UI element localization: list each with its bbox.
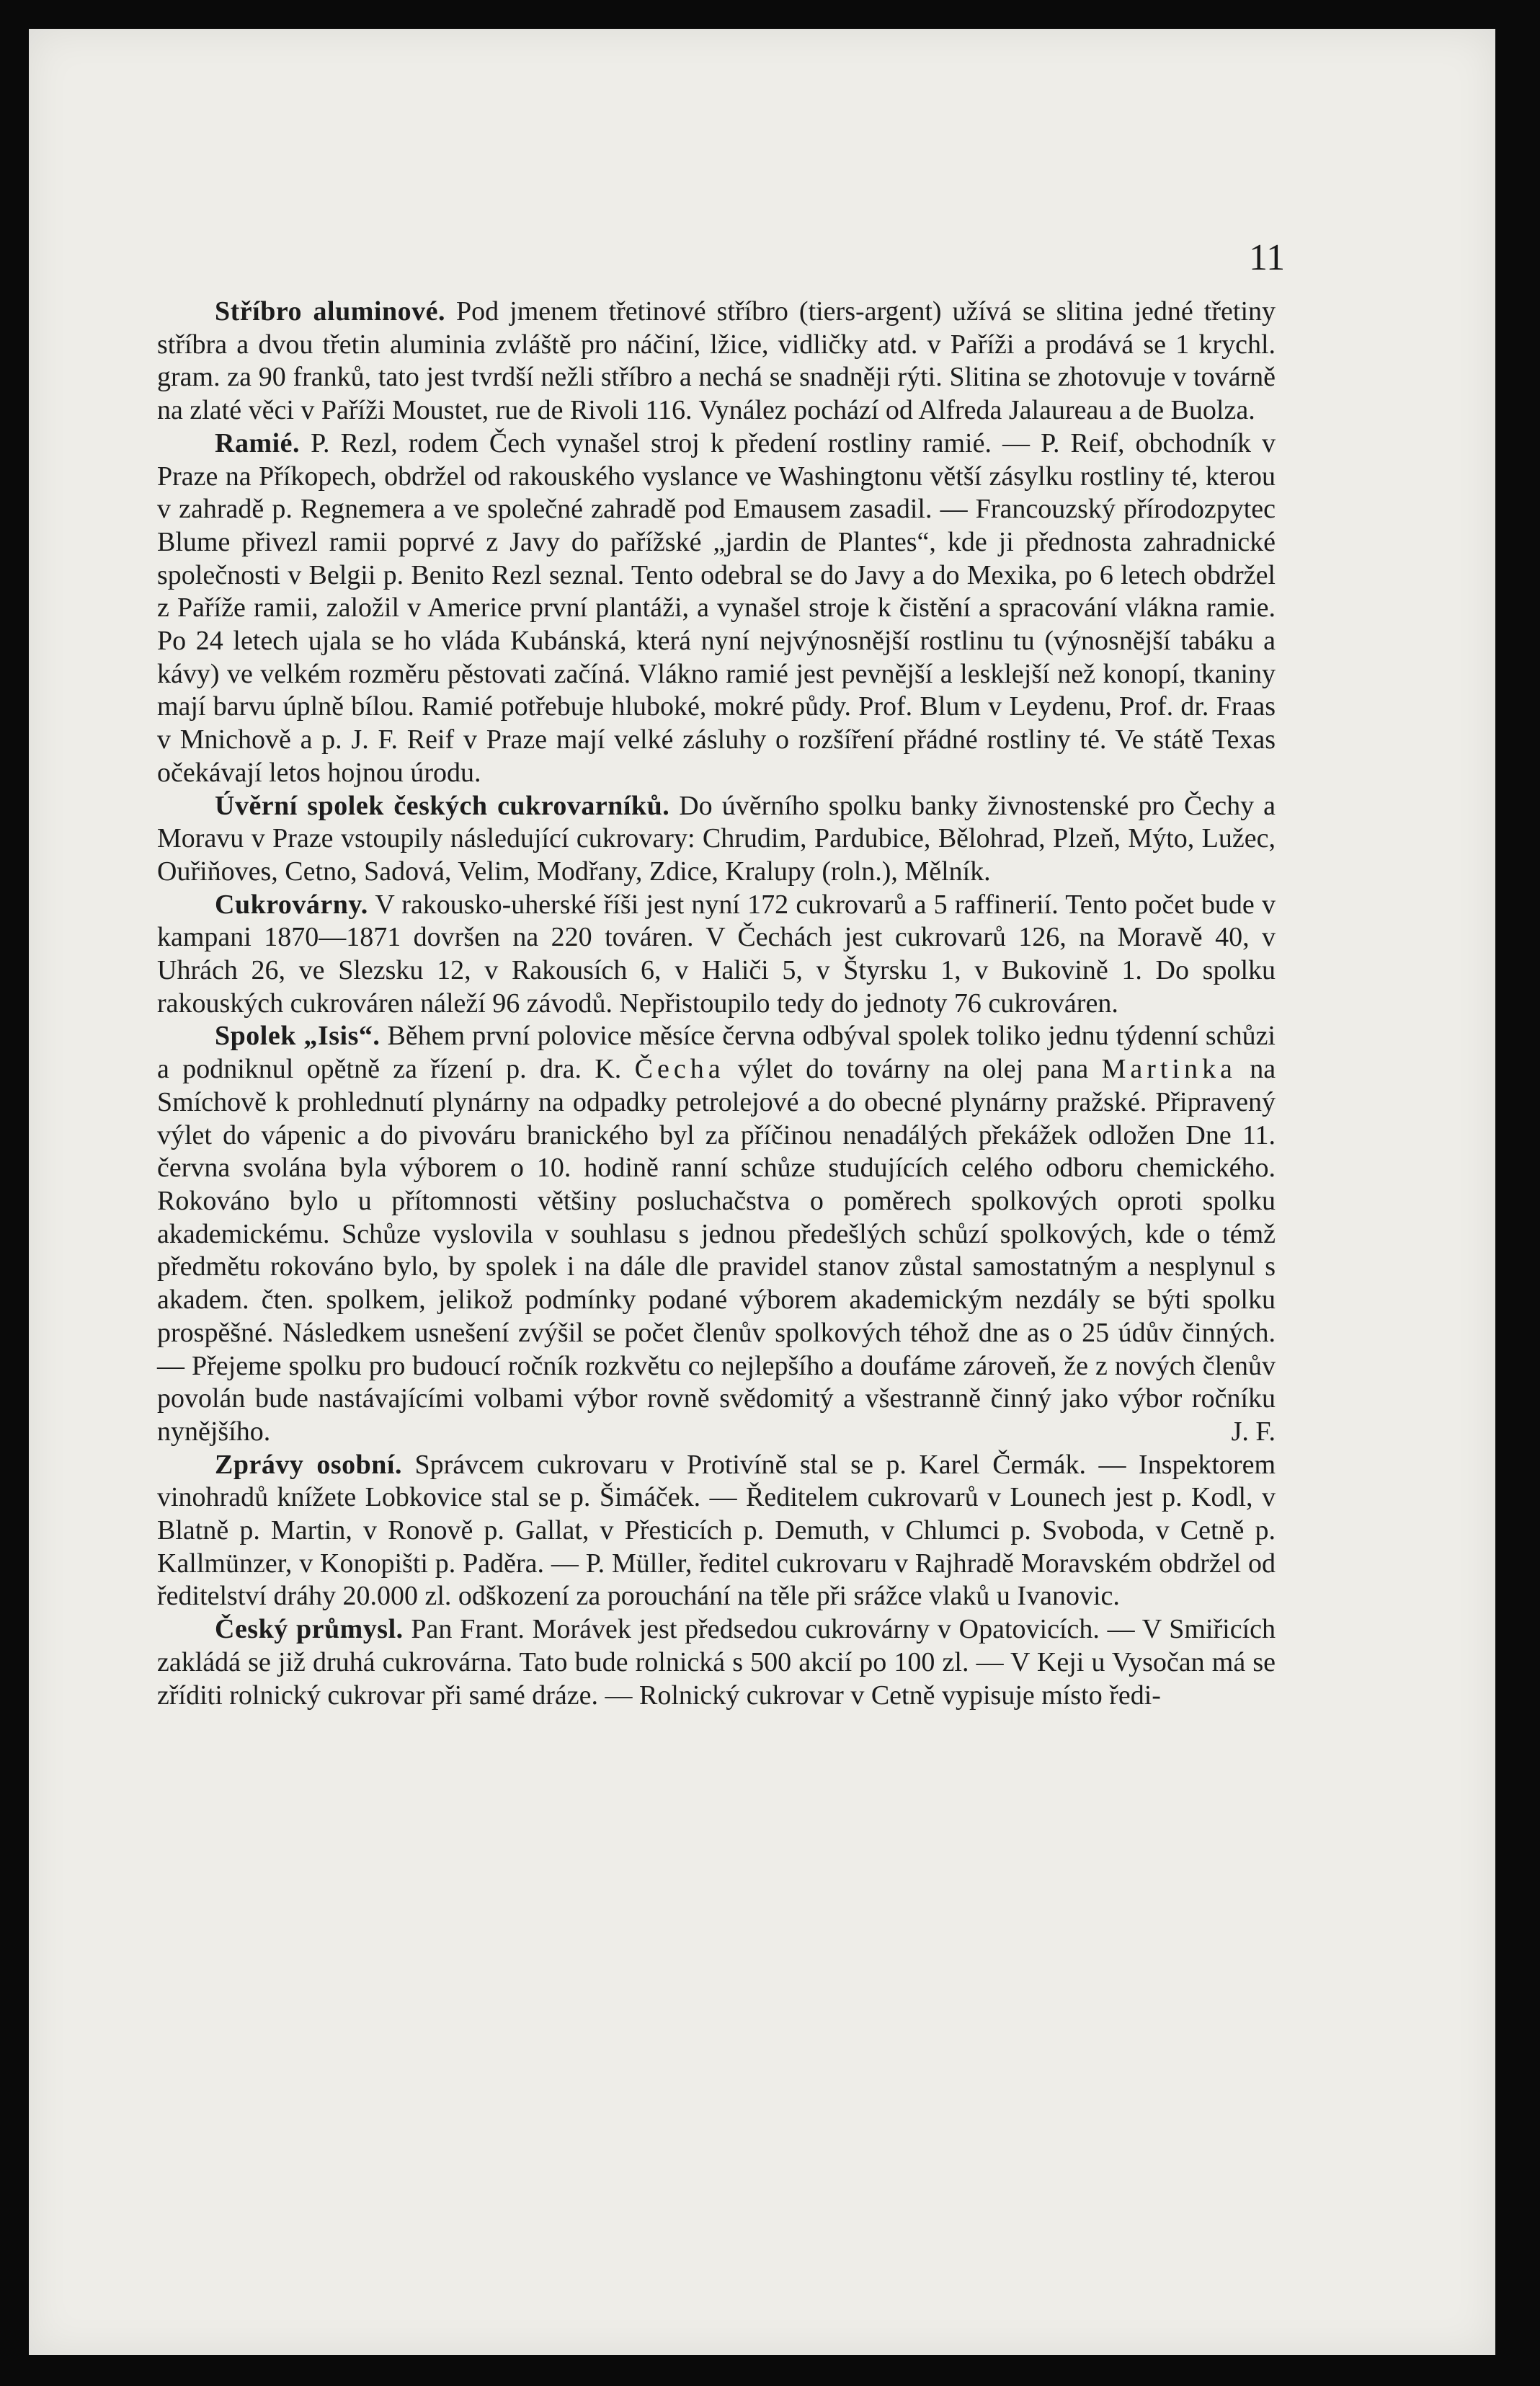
section-heading: Ramié. [215,427,301,458]
section-spolek-isis [157,1020,1276,1448]
section-heading: Cukrovárny. [215,889,368,920]
section-cukrovarny [157,889,1276,1021]
article-text-column [157,296,1276,1712]
section-text: výlet do továrny na olej pana [737,1054,1089,1085]
section-zpravy-osobni [157,1449,1276,1614]
section-ramie [157,427,1276,790]
section-uverni-spolek [157,790,1276,889]
section-text: Správcem cukrovaru v Protivíně stal se p. Karel Čermák. — Inspektorem vinohradů knížete Lobkovice stal se p. Šimáček. — Ředitelem cukrovarů v Lounech jest p. Kodl, v Blatně p. Martin, v Ronově p. Gallat, v Přesticích p. Demuth, v Chlumci p. Svoboda, v Cetně p. Kallmünzer, v Konopišti p. Paděra. — P. Müller, ředitel cukrovaru v Rajhradě Moravském obdržel od ředitelství dráhy 20.000 zl. odškození za porouchání na těle při srážce vlaků u Ivanovic. [157,1449,1276,1612]
section-text: P. Rezl, rodem Čech vynašel stroj k předení rostliny ramié. — P. Reif, obchodník v Praze na Příkopech, obdržel od rakouského vyslance ve Washingtonu větší zásylku rostliny té, kterou v zahradě p. Regnemera a ve společné zahradě pod Emausem zasadil. — Francouzský přírodozpytec Blume přivezl ramii poprvé z Javy do pařížské „jardin de Plantes“, kde ji přednosta zahradnické společnosti v Belgii p. Benito Rezl seznal. Tento odebral se do Javy a do Mexika, po 6 letech obdržel z Paříže ramii, založil v Americe první plantáži, a vynašel stroje k čistění a spracování vlákna ramie. Po 24 letech ujala se ho vláda Kubánská, která nyní nejvýnosnější rostlinu tu (výnosnější tabáku a kávy) ve velkém rozměru pěstovati začíná. Vlákno ramié jest pevnější a lesklejší než konopí, tkaniny mají barvu úplně bílou. Ramié potřebuje hluboké, mokré půdy. Prof. Blum v Leydenu, Prof. dr. Fraas v Mnichově a p. J. F. Reif v Praze mají velké zásluhy o rozšíření přádné rostliny té. Ve státě Texas očekávají letos hojnou úrodu. [157,427,1276,788]
page-number: 11 [1249,237,1286,278]
author-signature: J. F. [1231,1416,1276,1447]
section-stribro-aluminove [157,296,1276,427]
section-cesky-prumysl [157,1613,1276,1712]
section-text: Pan Frant. Morávek jest předsedou cukrovárny v Opatovicích. — V Smiřicích zakládá se již druhá cukrovárna. Tato bude rolnická s 500 akcií po 100 zl. — V Keji u Vysočan má se zříditi rolnický cukrovar při samé dráze. — Rolnický cukrovar v Cetně vypisuje místo ředi- [157,1614,1276,1711]
section-text: V rakousko-uherské říši jest nyní 172 cukrovarů a 5 raffinerií. Tento počet bude v kampani 1870—1871 dovršen na 220 továren. V Čechách jest cukrovarů 126, na Moravě 40, v Uhrách 26, ve Slezsku 12, v Rakousích 6, v Haliči 5, v Štyrsku 1, v Bukovině 1. Do spolku rakouských cukrováren náleží 96 závodů. Nepřistoupilo tedy do jednoty 76 cukrováren. [157,889,1276,1019]
section-heading: Český průmysl. [215,1614,404,1645]
section-text: Do úvěrního spolku banky živnostenské pro Čechy a Moravu v Praze vstoupily následující cukrovary: Chrudim, Pardubice, Bělohrad, Plzeň, Mýto, Lužec, Ouřiňoves, Cetno, Sadová, Velim, Modřany, Zdice, Kralupy (roln.), Mělník. [157,790,1276,887]
section-text: na Smíchově k prohlednutí plynárny na odpadky petrolejové a do obecné plynárny pražské. Připravený výlet do vápenic a do pivováru branického byl za příčinou nenadálých překážek odložen Dne 11. června svolána byla výborem o 10. hodině ranní schůze studujících celého odboru chemického. Rokováno bylo u přítomnosti většiny posluchačstva o poměrech spolkových oproti spolku akademickému. Schůze vyslovila v souhlasu s jednou předešlých schůzí spolkových, kde o témž předmětu rokováno bylo, by spolek i na dále dle pravidel stanov zůstal samostatným a nesplynul s akadem. čten. spolkem, jelikož podmínky podané výborem akademickým nezdály se býti spolku prospěšné. Následkem usnešení zvýšil se počet členův spolkových téhož dne as o 25 údův činných. — Přejeme spolku pro budoucí ročník rozkvětu co nejlepšího a doufáme zároveň, že z nových členův povolán bude nastávajícími volbami výbor rovně svědomitý a všestranně činný jako výbor ročníku nynějšího. [157,1054,1276,1447]
section-heading: Spolek „Isis“. [215,1021,380,1052]
person-name: Martinka [1101,1054,1237,1085]
section-heading: Zprávy osobní. [215,1449,402,1480]
section-text: Během první polovice měsíce června odbýval spolek toliko jednu týdenní schůzi a podniknul opětně za řízení p. dra. K. [157,1021,1276,1085]
section-text: Pod jmenem třetinové stříbro (tiers-argent) užívá se slitina jedné třetiny stříbra a dvou třetin aluminia zvláště pro náčiní, lžice, vidličky atd. v Paříži a prodává se 1 krychl. gram. za 90 franků, tato jest tvrdší nežli stříbro a nechá se snadněji rýti. Slitina se zhotovuje v továrně na zlaté věci v Paříži Moustet, rue de Rivoli 116. Vynález pochází od Alfreda Jalaureau a de Buolza. [157,296,1276,426]
section-heading: Stříbro aluminové. [215,296,445,327]
person-name: Čecha [634,1054,725,1085]
section-heading: Úvěrní spolek českých cukrovarníků. [215,790,670,821]
